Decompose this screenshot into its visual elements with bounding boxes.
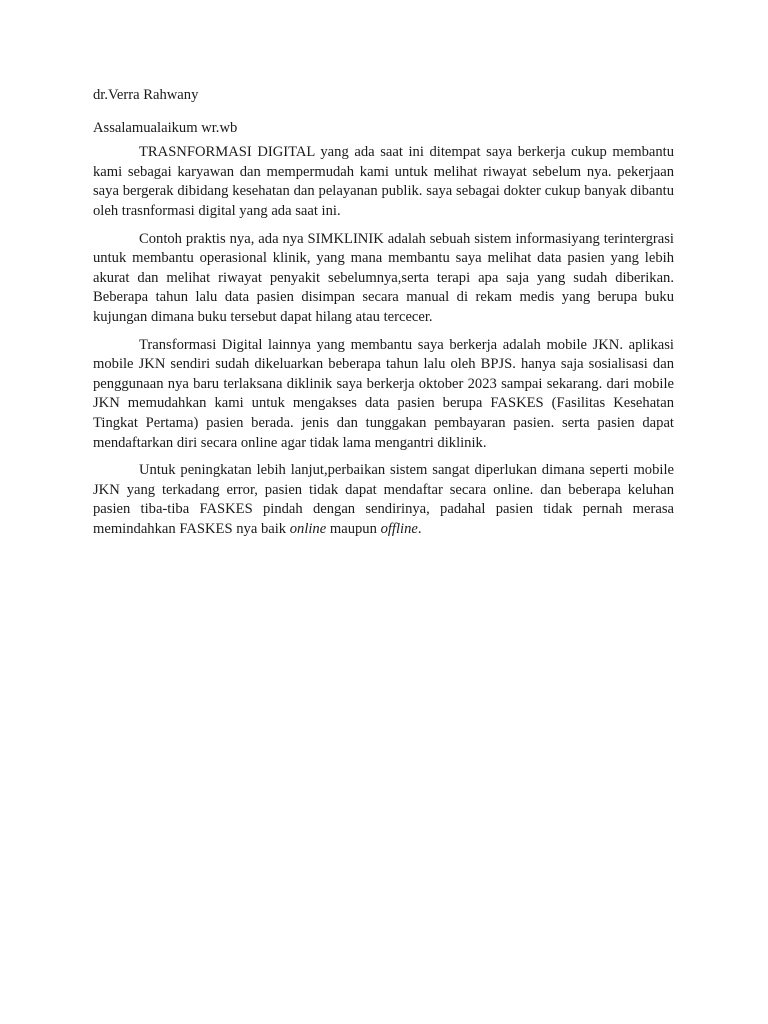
paragraph-simklinik: Contoh praktis nya, ada nya SIMKLINIK adalah sebuah sistem informasiyang terintergrasi untuk membantu operasional klinik, yang mana membantu saya melihat data pasien yang lebih akurat dan melihat riwayat penyakit sebelumnya,serta terapi apa saja yang sudah diberikan. Beberapa tahun lalu data pasien disimpan secara manual di rekam medis yang berupa buku kujungan dimana buku tersebut dapat hilang atau tercecer.	[93, 230, 674, 325]
italic-online: online	[289, 520, 327, 537]
paragraph-mobile-jkn: Transformasi Digital lainnya yang membantu saya berkerja adalah mobile JKN. aplikasi mobile JKN sendiri sudah dikeluarkan beberapa tahun lalu oleh BPJS. hanya saja sosialisasi dan penggunaan nya baru terlaksana diklinik saya berkerja oktober 2023 sampai sekarang. dari mobile JKN memudahkan kami untuk mengakses data pasien berupa FASKES (Fasilitas Kesehatan Tingkat Pertama) pasien berada. jenis dan tunggakan pembayaran pasien. serta pasien dapat mendaftarkan diri secara online agar tidak lama mengantri diklinik.	[93, 336, 674, 451]
connector-word: maupun	[329, 520, 377, 537]
greeting: Assalamualaikum wr.wb	[93, 119, 238, 136]
author-name: dr.Verra Rahwany	[93, 87, 199, 103]
final-period: .	[417, 520, 422, 537]
paragraph-improvement	[93, 461, 674, 539]
italic-offline: offline	[380, 520, 418, 537]
document-page	[93, 86, 674, 539]
improvement-text: Untuk peningkatan lebih lanjut,perbaikan sistem sangat diperlukan dimana seperti mobile JKN yang terkadang error, pasien tidak dapat mendaftar secara online. dan beberapa keluhan pasien tiba-tiba FASKES pindah dengan sendirinya, padahal pasien tidak pernah merasa memindahkan FASKES nya baik	[93, 462, 674, 537]
paragraph-digital-transformation: TRASNFORMASI DIGITAL yang ada saat ini ditempat saya berkerja cukup membantu kami sebagai karyawan dan mempermudah kami untuk melihat riwayat sebelum nya. pekerjaan saya bergerak dibidang kesehatan dan pelayanan publik. saya sebagai dokter cukup banyak dibantu oleh trasnformasi digital yang ada saat ini.	[93, 144, 674, 219]
